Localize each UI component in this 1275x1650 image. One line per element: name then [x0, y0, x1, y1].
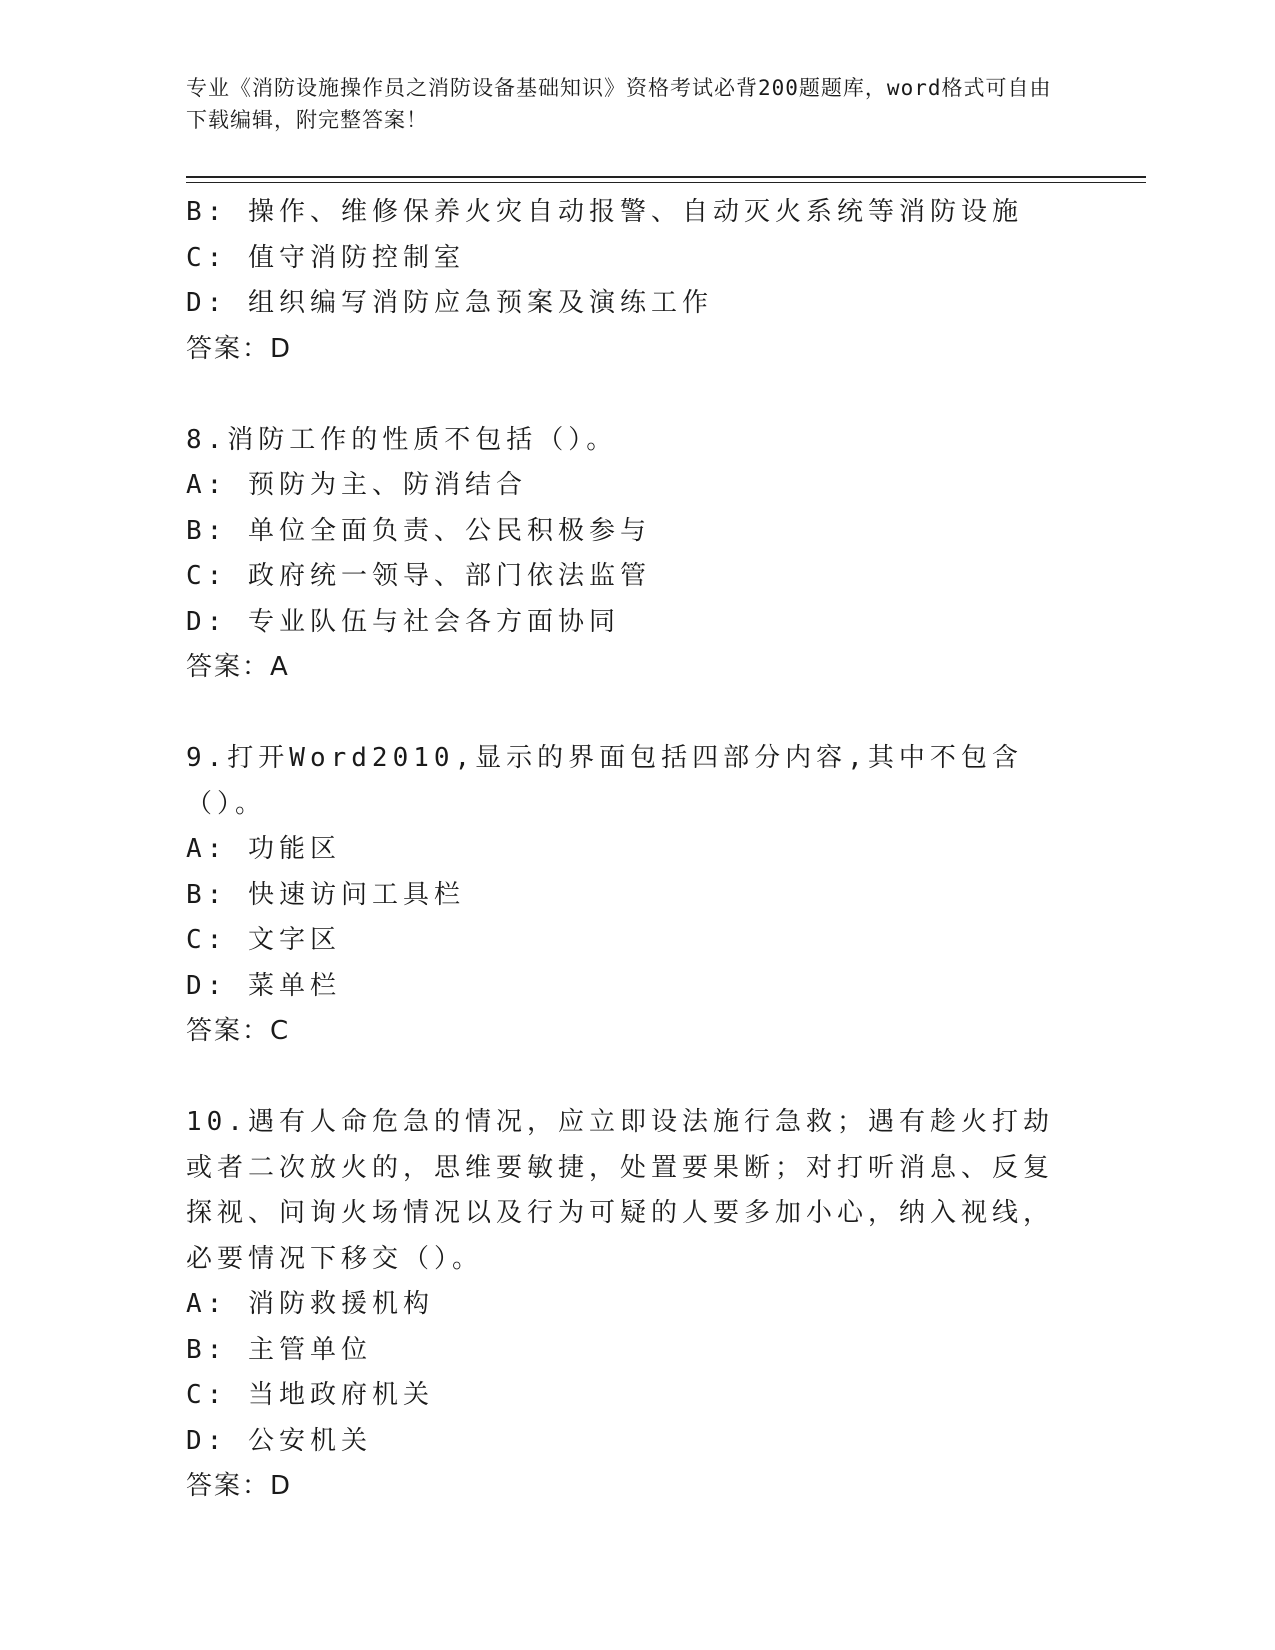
spacer	[186, 372, 1086, 418]
option-d: D: 菜单栏	[186, 970, 341, 1001]
option-d: D: 公安机关	[186, 1425, 372, 1456]
question-8	[186, 418, 1086, 691]
question-10	[186, 1100, 1086, 1510]
option-d: D: 组织编写消防应急预案及演练工作	[186, 288, 713, 318]
document-body	[186, 190, 1086, 1510]
option-d: D: 专业队伍与社会各方面协同	[186, 606, 620, 637]
answer-line: 答案：D	[186, 1471, 293, 1501]
question-7-tail	[186, 190, 1086, 372]
question-stem: 8.消防工作的性质不包括（）。	[186, 424, 618, 455]
header-rule-thin	[186, 182, 1146, 183]
document-title: 专业《消防设施操作员之消防设备基础知识》资格考试必背200题题库，word格式可自由下载编辑，附完整答案！	[186, 76, 1052, 132]
option-b: B: 主管单位	[186, 1334, 372, 1365]
option-c: C: 值守消防控制室	[186, 242, 465, 273]
answer-line: 答案：A	[186, 652, 290, 682]
option-c: C: 文字区	[186, 925, 341, 955]
question-stem: 10.遇有人命危急的情况，应立即设法施行急救；遇有趁火打劫或者二次放火的，思维要敏捷，处置要果断；对打听消息、反复探视、问询火场情况以及行为可疑的人要多加小心，纳入视线，必要情况下移交（）。	[186, 1107, 1055, 1274]
option-a: A: 消防救援机构	[186, 1289, 434, 1319]
document-header	[186, 72, 1066, 136]
spacer	[186, 1055, 1086, 1101]
option-c: C: 当地政府机关	[186, 1380, 434, 1410]
option-a: A: 预防为主、防消结合	[186, 470, 527, 500]
option-b: B: 快速访问工具栏	[186, 879, 465, 910]
option-c: C: 政府统一领导、部门依法监管	[186, 561, 651, 591]
option-a: A: 功能区	[186, 834, 341, 864]
question-stem: 9.打开Word2010,显示的界面包括四部分内容,其中不包含（）。	[186, 743, 1023, 819]
answer-line: 答案：D	[186, 333, 293, 364]
option-b: B: 单位全面负责、公民积极参与	[186, 515, 651, 546]
header-rule-thick	[186, 176, 1146, 178]
spacer	[186, 691, 1086, 737]
option-b: B: 操作、维修保养火灾自动报警、自动灭火系统等消防设施	[186, 197, 1023, 227]
answer-line: 答案：C	[186, 1016, 291, 1046]
question-9	[186, 736, 1086, 1055]
